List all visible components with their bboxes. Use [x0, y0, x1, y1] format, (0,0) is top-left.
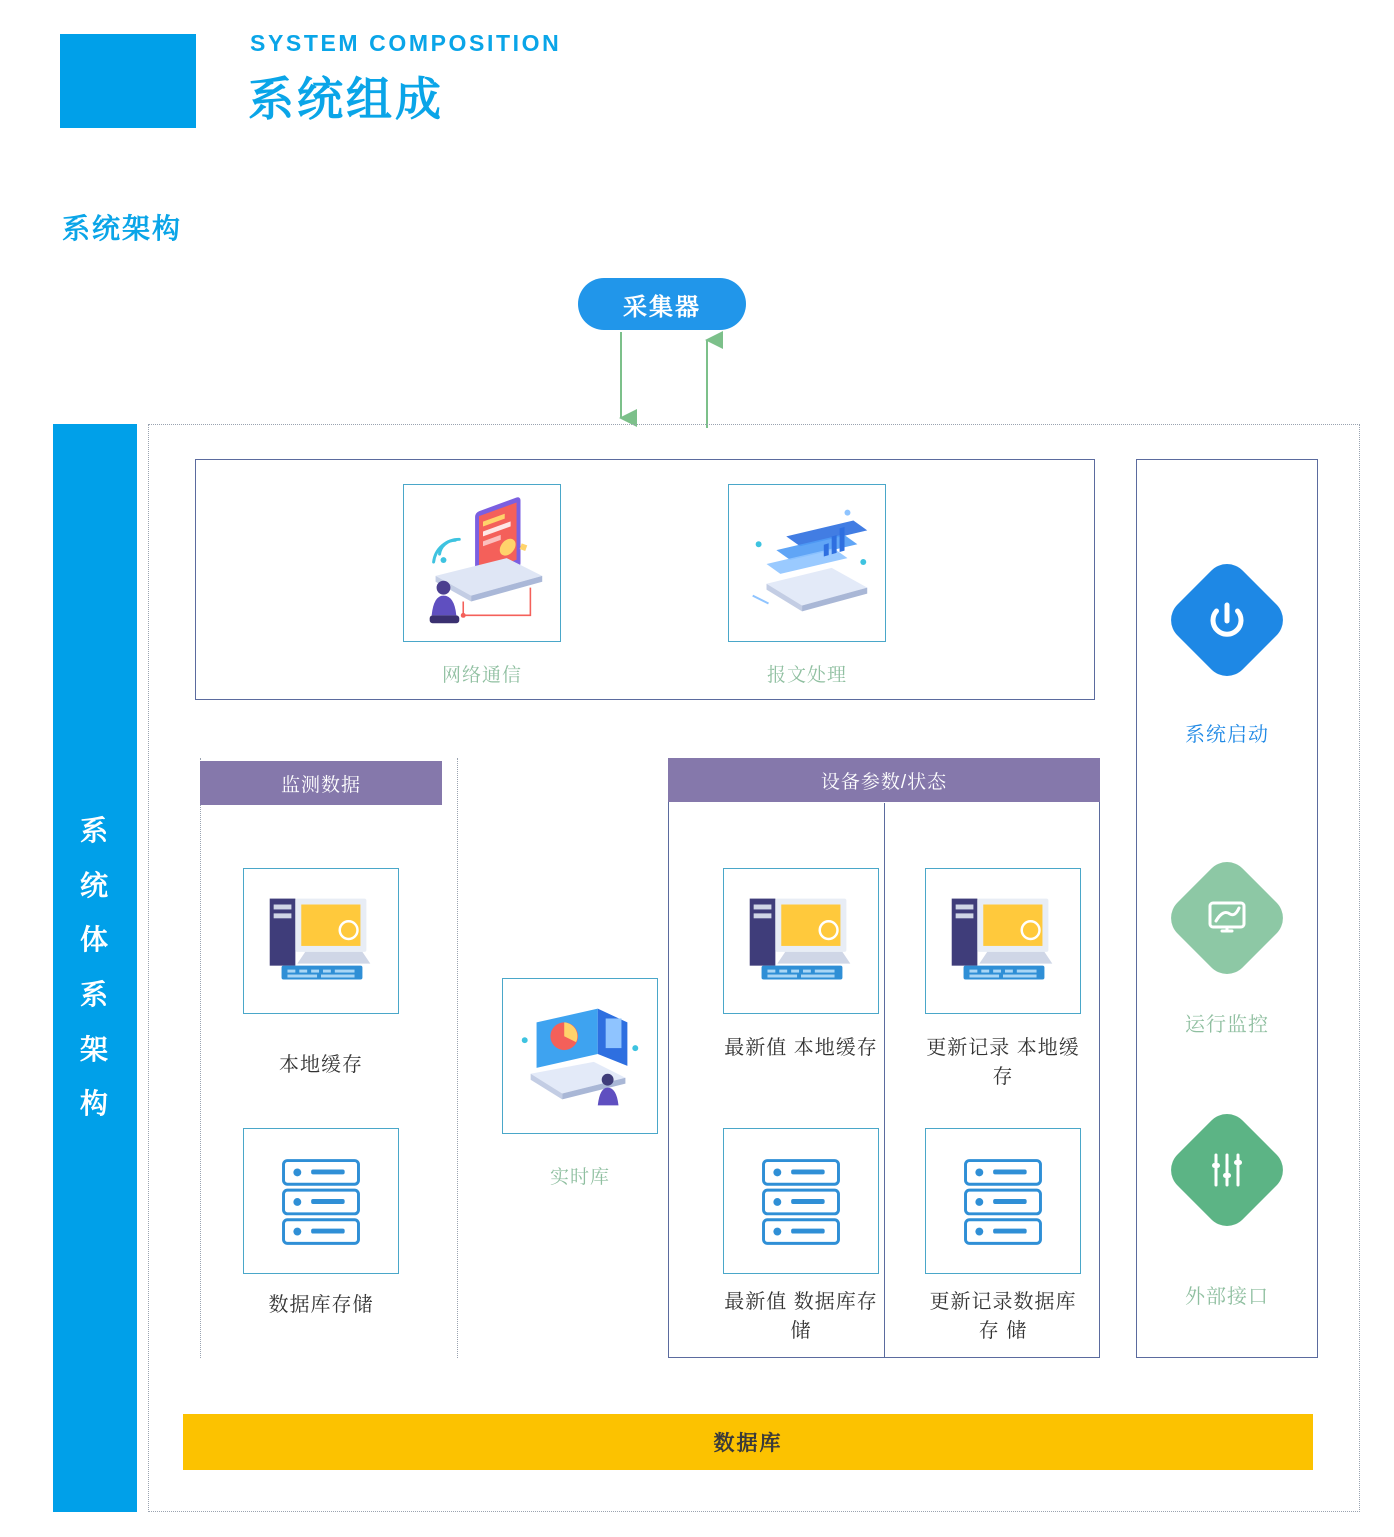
update-record-db-icon-box — [925, 1128, 1081, 1274]
page-header — [0, 0, 1394, 150]
left-bar-char-3: 系 — [79, 979, 110, 1010]
section-title: 系统架构 — [62, 213, 183, 244]
collector-arrows — [595, 330, 735, 430]
collector-node — [578, 278, 746, 330]
desktop-computer-icon — [244, 869, 398, 1013]
latest-value-cache-icon-box — [723, 868, 879, 1014]
left-bar-char-5: 构 — [79, 1088, 110, 1120]
update-record-cache-caption: 更新记录 本地缓存 — [926, 1037, 1080, 1088]
database-storage-icon-box — [243, 1128, 399, 1274]
network-communication-caption: 网络通信 — [441, 665, 522, 686]
left-bar-char-4: 架 — [79, 1033, 110, 1065]
laptop-data-illustration — [729, 485, 885, 641]
database-bar-label: 数据库 — [713, 1432, 783, 1455]
realtime-db-caption: 实时库 — [549, 1167, 610, 1188]
update-record-cache-icon-box — [925, 868, 1081, 1014]
external-interface-caption: 外部接口 — [1185, 1286, 1269, 1308]
realtime-db-icon-box — [502, 978, 658, 1134]
latest-value-cache-caption: 最新值 本地缓存 — [724, 1037, 878, 1059]
local-cache-caption: 本地缓存 — [279, 1054, 363, 1076]
update-record-db-caption: 更新记录数据库存 储 — [929, 1291, 1077, 1342]
database-bar — [183, 1414, 1313, 1470]
monitor-data-header — [200, 761, 442, 805]
device-parameter-header — [668, 758, 1100, 802]
latest-value-db-caption: 最新值 数据库存储 — [724, 1291, 878, 1342]
left-bar-char-0: 系 — [79, 815, 110, 847]
device-parameter-title: 设备参数/状态 — [820, 771, 948, 793]
power-icon — [1204, 597, 1250, 643]
latest-value-db-icon-box — [723, 1128, 879, 1274]
sliders-icon — [1204, 1147, 1250, 1193]
communication-panel — [195, 459, 1095, 700]
runtime-monitoring-caption: 运行监控 — [1185, 1014, 1269, 1036]
message-processing-caption: 报文处理 — [766, 665, 847, 686]
dashboard-analytics-illustration — [503, 979, 657, 1133]
database-server-icon — [724, 1129, 878, 1273]
desktop-computer-icon — [724, 869, 878, 1013]
collector-label: 采集器 — [623, 293, 701, 321]
monitor-icon — [1203, 894, 1251, 942]
database-storage-caption: 数据库存储 — [268, 1294, 374, 1316]
left-bar-char-2: 体 — [79, 924, 110, 956]
monitor-data-title: 监测数据 — [280, 774, 361, 796]
header-accent-square — [60, 34, 196, 128]
database-server-icon — [244, 1129, 398, 1273]
desktop-computer-icon — [926, 869, 1080, 1013]
wireless-communication-illustration — [404, 485, 560, 641]
message-processing-illustration-box — [728, 484, 886, 642]
local-cache-icon-box — [243, 868, 399, 1014]
left-bar-char-1: 统 — [79, 869, 110, 901]
header-chinese-title: 系统组成 — [248, 73, 444, 125]
system-startup-caption: 系统启动 — [1185, 724, 1269, 746]
left-vertical-bar — [53, 424, 137, 1512]
database-server-icon — [926, 1129, 1080, 1273]
device-panel-divider — [884, 803, 885, 1357]
header-english-title: SYSTEM COMPOSITION — [250, 30, 562, 56]
network-communication-illustration-box — [403, 484, 561, 642]
